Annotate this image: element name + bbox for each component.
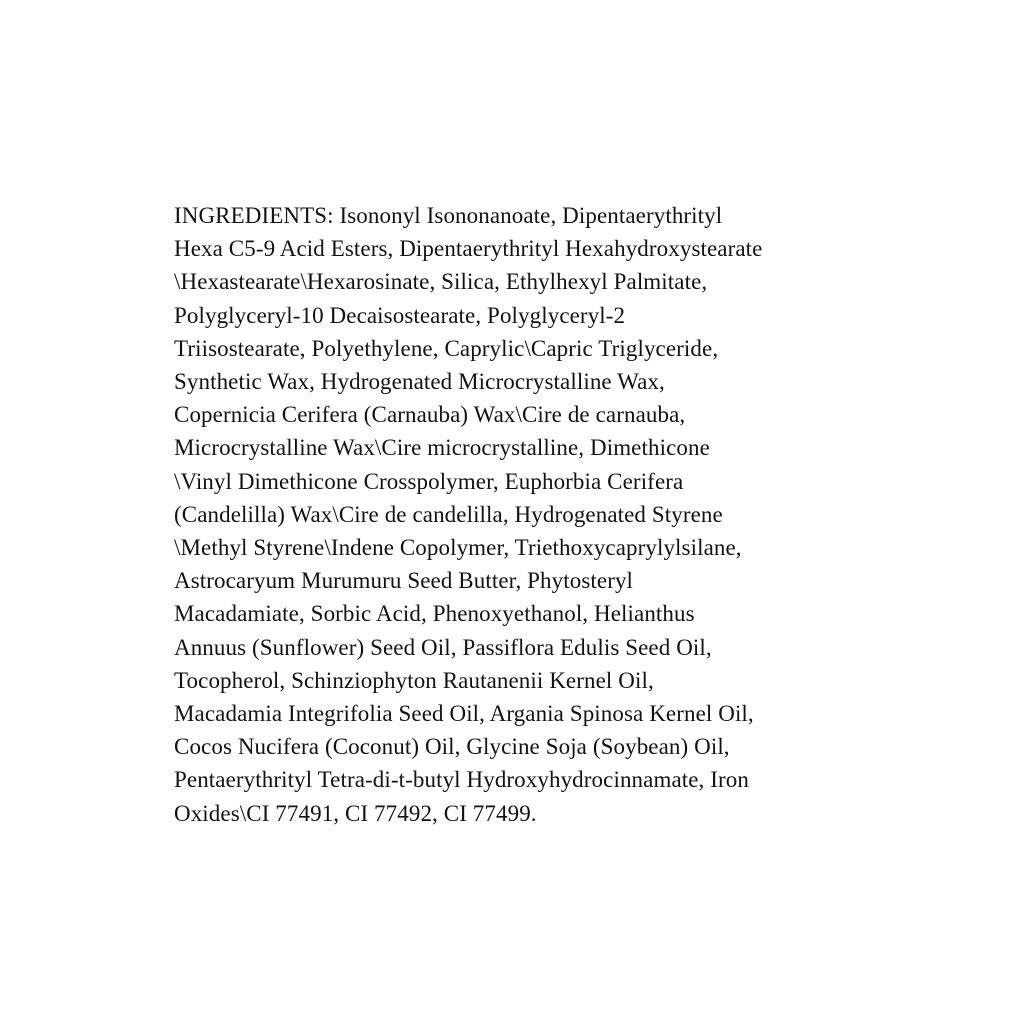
ingredients-line: \Methyl Styrene\Indene Copolymer, Triethoxycaprylylsilane, <box>174 535 742 561</box>
ingredients-line: Cocos Nucifera (Coconut) Oil, Glycine Soja (Soybean) Oil, <box>174 734 730 760</box>
ingredients-line: Oxides\CI 77491, CI 77492, CI 77499. <box>174 800 537 826</box>
ingredients-label <box>174 199 874 830</box>
ingredients-line: (Candelilla) Wax\Cire de candelilla, Hydrogenated Styrene <box>174 501 723 527</box>
ingredients-line: \Hexastearate\Hexarosinate, Silica, Ethylhexyl Palmitate, <box>174 269 708 295</box>
ingredients-line: Copernicia Cerifera (Carnauba) Wax\Cire de carnauba, <box>174 402 686 428</box>
ingredients-line: Triisostearate, Polyethylene, Caprylic\Capric Triglyceride, <box>174 335 719 361</box>
ingredients-line: Synthetic Wax, Hydrogenated Microcrystalline Wax, <box>174 369 665 395</box>
ingredients-line: Hexa C5-9 Acid Esters, Dipentaerythrityl Hexahydroxystearate <box>174 236 763 262</box>
ingredients-line: Tocopherol, Schinziophyton Rautanenii Kernel Oil, <box>174 667 654 693</box>
ingredients-line: Polyglyceryl-10 Decaisostearate, Polyglyceryl-2 <box>174 302 626 328</box>
ingredients-line: Microcrystalline Wax\Cire microcrystalline, Dimethicone <box>174 435 710 461</box>
ingredients-line: INGREDIENTS: Isononyl Isononanoate, Dipentaerythrityl <box>174 203 723 228</box>
ingredients-line: Macadamiate, Sorbic Acid, Phenoxyethanol, Helianthus <box>174 601 695 627</box>
ingredients-line: Annuus (Sunflower) Seed Oil, Passiflora Edulis Seed Oil, <box>174 634 712 660</box>
ingredients-line: Astrocaryum Murumuru Seed Butter, Phytosteryl <box>174 568 634 594</box>
ingredients-line: Pentaerythrityl Tetra-di-t-butyl Hydroxyhydrocinnamate, Iron <box>174 767 749 793</box>
ingredients-line: Macadamia Integrifolia Seed Oil, Argania Spinosa Kernel Oil, <box>174 701 754 727</box>
ingredients-line: \Vinyl Dimethicone Crosspolymer, Euphorbia Cerifera <box>174 468 684 494</box>
